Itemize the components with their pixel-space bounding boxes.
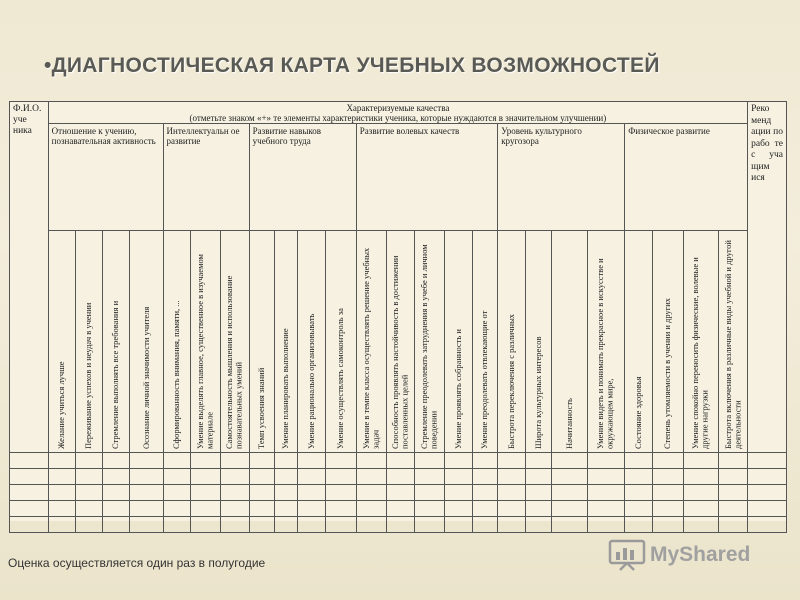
table-cell[interactable] <box>325 501 356 517</box>
qualities-subtitle: (отметьте знаком «+» те элементы характеристики ученика, которые нуждаются в значительном улучшении) <box>189 113 607 123</box>
table-cell[interactable] <box>191 485 221 501</box>
table-cell[interactable] <box>498 453 526 469</box>
column-header <box>415 231 445 453</box>
column-header-label: Темп усвоения знаний <box>256 367 267 449</box>
column-header <box>625 231 653 453</box>
column-header-label: Быстрота включения в различные виды учебной и другой деятельности <box>722 240 743 449</box>
column-header-label: Степень утомляемости в учении и других <box>662 297 673 449</box>
table-cell[interactable] <box>130 517 163 533</box>
table-cell[interactable] <box>325 485 356 501</box>
table-cell[interactable] <box>498 501 526 517</box>
table-cell[interactable] <box>163 453 191 469</box>
table-cell[interactable] <box>163 517 191 533</box>
table-cell[interactable] <box>498 517 526 533</box>
column-header <box>249 231 274 453</box>
table-cell[interactable] <box>625 517 653 533</box>
table-cell[interactable] <box>325 469 356 485</box>
table-row <box>10 517 787 533</box>
table-cell[interactable] <box>48 469 76 485</box>
table-cell[interactable] <box>48 501 76 517</box>
table-cell[interactable] <box>415 485 445 501</box>
table-cell[interactable] <box>76 517 103 533</box>
table-cell[interactable] <box>748 469 787 485</box>
column-header-label: Умение выделять главное, существенное в изучаемом материале <box>195 254 215 449</box>
table-cell[interactable] <box>163 485 191 501</box>
column-header <box>683 231 718 453</box>
table-cell[interactable] <box>10 485 49 501</box>
column-header-label: Стремление преодолевать затруднения в учебе и личном поведении <box>419 244 439 449</box>
table-cell[interactable] <box>275 453 298 469</box>
table-cell[interactable] <box>220 517 249 533</box>
table-cell[interactable] <box>102 501 130 517</box>
table-cell[interactable] <box>472 501 497 517</box>
column-header <box>325 231 356 453</box>
table-cell[interactable] <box>719 453 748 469</box>
table-cell[interactable] <box>220 501 249 517</box>
table-row <box>10 453 787 469</box>
group-header: Физическое развитие <box>625 124 748 231</box>
table-cell[interactable] <box>472 469 497 485</box>
table-cell[interactable] <box>298 485 326 501</box>
column-header-label: Умение проявлять собранность и <box>452 329 463 449</box>
table-cell[interactable] <box>386 485 415 501</box>
table-cell[interactable] <box>163 501 191 517</box>
table-cell[interactable] <box>587 469 625 485</box>
table-row <box>10 469 787 485</box>
table-cell[interactable] <box>587 453 625 469</box>
table-cell[interactable] <box>102 485 130 501</box>
table-cell[interactable] <box>191 501 221 517</box>
table-cell[interactable] <box>719 501 748 517</box>
table-cell[interactable] <box>525 485 552 501</box>
table-cell[interactable] <box>719 469 748 485</box>
column-header <box>719 231 748 453</box>
diagnostic-table <box>9 101 787 521</box>
table-cell[interactable] <box>652 453 683 469</box>
table-cell[interactable] <box>552 517 587 533</box>
table-cell[interactable] <box>415 469 445 485</box>
table-cell[interactable] <box>275 469 298 485</box>
table-cell[interactable] <box>356 517 386 533</box>
column-header <box>356 231 386 453</box>
table-cell[interactable] <box>719 485 748 501</box>
column-header-label: Умение спокойно переносить физические, волевые и другие нагрузки <box>690 257 710 449</box>
table-cell[interactable] <box>552 453 587 469</box>
table-cell[interactable] <box>10 501 49 517</box>
table-cell[interactable] <box>552 501 587 517</box>
table-cell[interactable] <box>525 453 552 469</box>
table-cell[interactable] <box>552 469 587 485</box>
column-header-label: Умение в темпе класса осуществлять решение учебных задач <box>360 247 381 449</box>
table-cell[interactable] <box>415 517 445 533</box>
table-cell[interactable] <box>683 501 718 517</box>
column-header <box>130 231 163 453</box>
table-cell[interactable] <box>498 469 526 485</box>
column-header-label: Стремление выполнять все требования и <box>110 300 121 449</box>
table-cell[interactable] <box>220 453 249 469</box>
table-cell[interactable] <box>356 485 386 501</box>
table-cell[interactable] <box>220 485 249 501</box>
logo-text: MyShared <box>650 543 751 566</box>
table-cell[interactable] <box>652 517 683 533</box>
table-cell[interactable] <box>356 501 386 517</box>
table-cell[interactable] <box>386 501 415 517</box>
group-header: Уровень культурного кругозора <box>498 124 625 231</box>
column-header <box>76 231 103 453</box>
table-cell[interactable] <box>325 517 356 533</box>
qualities-title: Характеризуемые качества <box>346 103 450 113</box>
table-cell[interactable] <box>163 469 191 485</box>
table-cell[interactable] <box>386 517 415 533</box>
table-cell[interactable] <box>652 469 683 485</box>
table-row <box>10 485 787 501</box>
column-header-label: Умение рационально организовывать <box>305 313 316 449</box>
table-cell[interactable] <box>652 485 683 501</box>
table-cell[interactable] <box>76 501 103 517</box>
column-header <box>587 231 625 453</box>
table-cell[interactable] <box>298 453 326 469</box>
column-header <box>498 231 526 453</box>
table-cell[interactable] <box>683 469 718 485</box>
table-cell[interactable] <box>249 501 274 517</box>
table-cell[interactable] <box>220 469 249 485</box>
table-cell[interactable] <box>356 453 386 469</box>
column-header-label: Широта культурных интересов <box>532 336 543 449</box>
table-cell[interactable] <box>48 453 76 469</box>
table-cell[interactable] <box>191 453 221 469</box>
column-header <box>552 231 587 453</box>
table-cell[interactable] <box>130 485 163 501</box>
qualities-header <box>48 102 747 124</box>
column-header <box>191 231 221 453</box>
table-cell[interactable] <box>472 517 497 533</box>
table-cell[interactable] <box>191 517 221 533</box>
table-cell[interactable] <box>625 501 653 517</box>
column-header <box>48 231 76 453</box>
column-header-label: Самостоятельность мышления и использование познавательных умений <box>224 275 244 449</box>
table-cell[interactable] <box>498 485 526 501</box>
group-header: Развитие навыков учебного труда <box>249 124 356 231</box>
table-cell[interactable] <box>356 469 386 485</box>
table-cell[interactable] <box>130 469 163 485</box>
column-header-label: Способность проявлять настойчивость в достижении поставленных целей <box>389 255 410 449</box>
table-cell[interactable] <box>525 501 552 517</box>
table-cell[interactable] <box>10 469 49 485</box>
table-row <box>10 501 787 517</box>
table-cell[interactable] <box>298 501 326 517</box>
table-cell[interactable] <box>249 469 274 485</box>
column-header-label: Желание учиться лучше <box>56 361 67 449</box>
table-cell[interactable] <box>10 453 49 469</box>
table-cell[interactable] <box>298 517 326 533</box>
group-header: Интеллектуальн ое развитие <box>163 124 249 231</box>
column-header-label: Переживание успехов и неудач в учении <box>83 302 94 449</box>
table-cell[interactable] <box>748 485 787 501</box>
table-cell[interactable] <box>76 453 103 469</box>
table-cell[interactable] <box>275 485 298 501</box>
table-cell[interactable] <box>102 517 130 533</box>
column-header-label: Начитанность <box>563 398 574 449</box>
table-cell[interactable] <box>130 453 163 469</box>
table-cell[interactable] <box>683 485 718 501</box>
table-cell[interactable] <box>625 453 653 469</box>
table-cell[interactable] <box>445 517 473 533</box>
column-header <box>652 231 683 453</box>
column-header <box>163 231 191 453</box>
table-cell[interactable] <box>652 501 683 517</box>
table-cell[interactable] <box>130 501 163 517</box>
footer-note: Оценка осуществляется один раз в полугодие <box>8 556 266 570</box>
table-cell[interactable] <box>275 501 298 517</box>
table-cell[interactable] <box>249 453 274 469</box>
column-header-label: Умение планировать выполнение <box>280 328 291 449</box>
column-header-label: Умение преодолевать отвлекающие от <box>479 310 490 449</box>
column-header <box>445 231 473 453</box>
table-cell[interactable] <box>386 453 415 469</box>
table-cell[interactable] <box>587 501 625 517</box>
table-cell[interactable] <box>445 469 473 485</box>
table-cell[interactable] <box>191 469 221 485</box>
column-header-label: Сформированность внимания, памяти, ... <box>171 300 182 449</box>
table-cell[interactable] <box>683 453 718 469</box>
column-header-label: Быстрота переключения с различных <box>505 313 516 449</box>
table-cell[interactable] <box>719 517 748 533</box>
table-cell[interactable] <box>76 485 103 501</box>
column-header-label: Умение видеть и понимать прекрасное в искусстве и окружающем мире, <box>595 258 615 449</box>
presentation-board-icon <box>608 539 646 571</box>
table-cell[interactable] <box>249 485 274 501</box>
column-header-label: Состояние здоровья <box>632 376 643 449</box>
table-cell[interactable] <box>386 469 415 485</box>
table-cell[interactable] <box>445 453 473 469</box>
table-cell[interactable] <box>587 485 625 501</box>
column-header <box>102 231 130 453</box>
table-cell[interactable] <box>587 517 625 533</box>
table-cell[interactable] <box>10 517 49 533</box>
table-cell[interactable] <box>415 501 445 517</box>
table-cell[interactable] <box>325 453 356 469</box>
table-cell[interactable] <box>472 453 497 469</box>
table-cell[interactable] <box>48 485 76 501</box>
table-cell[interactable] <box>415 453 445 469</box>
table-cell[interactable] <box>275 517 298 533</box>
column-header <box>386 231 415 453</box>
table-cell[interactable] <box>625 469 653 485</box>
table-cell[interactable] <box>748 453 787 469</box>
column-header <box>525 231 552 453</box>
column-header <box>220 231 249 453</box>
recommendations-header: Реко менд ации по рабо те с уча щим ися <box>748 102 787 453</box>
column-header-label: Осознание личной значимости учителя <box>140 306 151 449</box>
group-header: Отношение к учению, познавательная активность <box>48 124 163 231</box>
column-header <box>275 231 298 453</box>
column-header <box>472 231 497 453</box>
table-cell[interactable] <box>472 485 497 501</box>
table-cell[interactable] <box>298 469 326 485</box>
myshared-logo <box>608 539 750 571</box>
table-cell[interactable] <box>748 501 787 517</box>
table-cell[interactable] <box>683 517 718 533</box>
table-cell[interactable] <box>249 517 274 533</box>
table-cell[interactable] <box>445 485 473 501</box>
table-cell[interactable] <box>102 469 130 485</box>
table-cell[interactable] <box>525 517 552 533</box>
table-cell[interactable] <box>102 453 130 469</box>
table-cell[interactable] <box>445 501 473 517</box>
table-cell[interactable] <box>625 485 653 501</box>
table-cell[interactable] <box>552 485 587 501</box>
table-cell[interactable] <box>48 517 76 533</box>
column-header <box>298 231 326 453</box>
slide-title: •ДИАГНОСТИЧЕСКАЯ КАРТА УЧЕБНЫХ ВОЗМОЖНОСТЕЙ <box>44 54 660 77</box>
table-cell[interactable] <box>76 469 103 485</box>
fio-header: Ф.И.О. уче ника <box>10 102 49 453</box>
group-header: Развитие волевых качеств <box>356 124 497 231</box>
column-header-label: Умение осуществлять самоконтроль за <box>335 308 346 449</box>
table-cell[interactable] <box>748 517 787 533</box>
table-cell[interactable] <box>525 469 552 485</box>
